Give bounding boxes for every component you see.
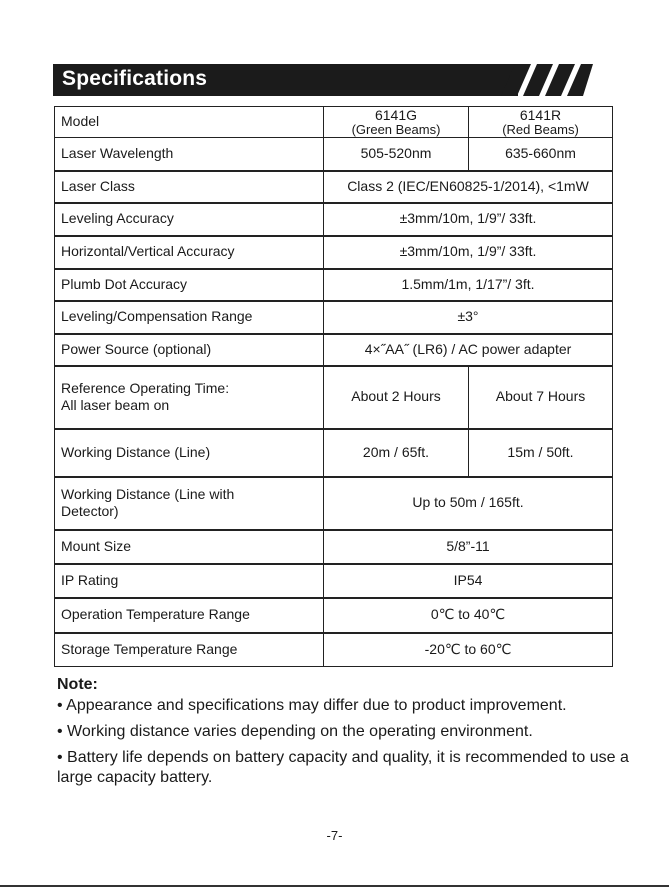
row-value-green: 20m / 65ft. bbox=[324, 429, 469, 477]
row-value: IP54 bbox=[324, 564, 613, 598]
row-label: Working Distance (Line) bbox=[55, 429, 324, 477]
table-row-operation-temperature bbox=[55, 598, 613, 633]
row-value: 0℃ to 40℃ bbox=[324, 598, 613, 633]
row-label-line-2: All laser beam on bbox=[61, 397, 170, 413]
row-label: Laser Class bbox=[55, 171, 324, 203]
row-value: 4×˝AA˝ (LR6) / AC power adapter bbox=[324, 334, 613, 366]
model-6141g-desc: (Green Beams) bbox=[351, 121, 441, 137]
note-item: • Appearance and specifications may differ due to product improvement. bbox=[57, 697, 567, 714]
table-row-mount-size bbox=[55, 530, 613, 564]
model-6141r-cell bbox=[469, 107, 613, 138]
row-value: ±3mm/10m, 1/9”/ 33ft. bbox=[324, 203, 613, 236]
row-label: Horizontal/Vertical Accuracy bbox=[55, 236, 324, 269]
page-title: Specifications bbox=[62, 67, 208, 90]
row-value-red: About 7 Hours bbox=[469, 366, 613, 429]
header-stripes-decoration bbox=[483, 64, 593, 96]
table-row-compensation-range bbox=[55, 301, 613, 334]
model-label: Model bbox=[55, 107, 324, 138]
row-value: -20℃ to 60℃ bbox=[324, 633, 613, 667]
row-label: Laser Wavelength bbox=[55, 138, 324, 171]
row-label: Leveling/Compensation Range bbox=[55, 301, 324, 334]
table-row-model bbox=[55, 107, 613, 138]
note-list bbox=[57, 696, 637, 794]
table-row-leveling-accuracy bbox=[55, 203, 613, 236]
row-value-red: 15m / 50ft. bbox=[469, 429, 613, 477]
table-row-laser-wavelength bbox=[55, 138, 613, 171]
row-value-green: 505-520nm bbox=[324, 138, 469, 171]
row-label: Operation Temperature Range bbox=[55, 598, 324, 633]
row-label: IP Rating bbox=[55, 564, 324, 598]
row-value: 5/8”-11 bbox=[324, 530, 613, 564]
note-title: Note: bbox=[57, 676, 98, 693]
row-value-green: About 2 Hours bbox=[324, 366, 469, 429]
row-label: Storage Temperature Range bbox=[55, 633, 324, 667]
row-value: Class 2 (IEC/EN60825-1/2014), <1mW bbox=[324, 171, 613, 203]
row-value: ±3mm/10m, 1/9”/ 33ft. bbox=[324, 236, 613, 269]
table-row-power-source bbox=[55, 334, 613, 366]
table-row-laser-class bbox=[55, 171, 613, 203]
row-label bbox=[55, 366, 324, 429]
model-6141r-desc: (Red Beams) bbox=[502, 121, 579, 137]
row-value: 1.5mm/1m, 1/17”/ 3ft. bbox=[324, 269, 613, 301]
page-number: -7- bbox=[326, 828, 343, 843]
row-label-line-1: Working Distance (Line with bbox=[61, 485, 235, 502]
row-value: ±3° bbox=[324, 301, 613, 334]
row-label-line-2: Detector) bbox=[61, 503, 119, 519]
note-item: • Battery life depends on battery capacity and quality, it is recommended to use a large capacity battery. bbox=[57, 749, 629, 786]
row-label: Leveling Accuracy bbox=[55, 203, 324, 236]
row-label: Mount Size bbox=[55, 530, 324, 564]
bottom-divider bbox=[0, 885, 669, 887]
note-item: • Working distance varies depending on the operating environment. bbox=[57, 723, 533, 740]
model-6141g-cell bbox=[324, 107, 469, 138]
row-label: Plumb Dot Accuracy bbox=[55, 269, 324, 301]
model-6141r-name: 6141R bbox=[519, 106, 562, 123]
specifications-table bbox=[54, 106, 613, 667]
row-label bbox=[55, 477, 324, 530]
row-value-red: 635-660nm bbox=[469, 138, 613, 171]
table-row-storage-temperature bbox=[55, 633, 613, 667]
table-row-plumb-accuracy bbox=[55, 269, 613, 301]
table-row-working-distance-line bbox=[55, 429, 613, 477]
model-6141g-name: 6141G bbox=[374, 106, 418, 123]
table-row-ip-rating bbox=[55, 564, 613, 598]
header-bar bbox=[53, 64, 518, 96]
row-value: Up to 50m / 165ft. bbox=[324, 477, 613, 530]
table-row-working-distance-detector bbox=[55, 477, 613, 530]
row-label: Power Source (optional) bbox=[55, 334, 324, 366]
row-label-line-1: Reference Operating Time: bbox=[61, 379, 230, 396]
table-row-hv-accuracy bbox=[55, 236, 613, 269]
section-header bbox=[53, 64, 593, 96]
table-row-operating-time bbox=[55, 366, 613, 429]
